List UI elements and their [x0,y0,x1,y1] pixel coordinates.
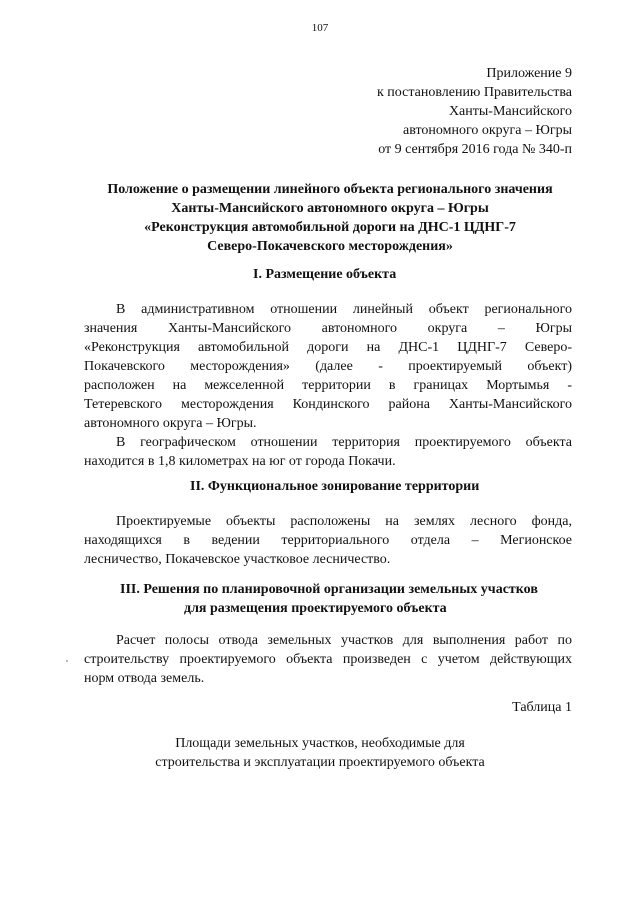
paragraph-line: расположен на межселенной территории в границах Мортымья - [84,378,572,393]
paragraph-line: «Реконструкция автомобильной дороги на ДНС-1 ЦДНГ-7 Северо- [84,340,572,355]
appendix-block [377,64,572,159]
appendix-line: Ханты-Мансийского [448,104,572,119]
paragraph-line: Расчет полосы отвода земельных участков для выполнения работ по [116,633,572,648]
section-2-heading: II. Функциональное зонирование территории [190,479,480,494]
title-line: «Реконструкция автомобильной дороги на ДНС-1 ЦДНГ-7 [144,220,516,235]
appendix-line: от 9 сентября 2016 года № 340-п [378,142,572,157]
paragraph-line: находящихся в ведении территориального отдела – Мегионское [84,533,572,548]
appendix-line: автономного округа – Югры [403,123,572,138]
section-1-heading: I. Размещение объекта [253,267,397,282]
paragraph-line: лесничество, Покачевское участковое лесничество. [84,552,391,567]
caption-line: строительства и эксплуатации проектируемого объекта [155,755,485,770]
page-number: 107 [311,22,329,34]
section-3-heading: III. Решения по планировочной организации земельных участков [120,582,538,597]
title-line: Положение о размещении линейного объекта регионального значения [107,182,553,197]
paragraph-line: Проектируемые объекты расположены на землях лесного фонда, [116,514,572,529]
document-title [80,180,580,256]
caption-line: Площади земельных участков, необходимые для [175,736,465,751]
paragraph-line: строительству проектируемого объекта произведен с учетом действующих [84,652,572,667]
paragraph-line: В административном отношении линейный объект регионального [116,302,572,317]
section-3-heading-cont: для размещения проектируемого объекта [184,601,447,616]
section-3-paragraph [84,631,572,688]
paragraph-line: В географическом отношении территория проектируемого объекта [116,435,572,450]
table-label: Таблица 1 [512,700,572,715]
paragraph-line: Покачевского месторождения» (далее - проектируемый объект) [84,359,572,374]
section-1-paragraph-1 [84,300,572,433]
scan-speck [66,660,68,662]
appendix-line: Приложение 9 [486,66,572,81]
appendix-line: к постановлению Правительства [376,85,572,100]
paragraph-line: норм отвода земель. [84,671,205,686]
section-1-paragraph-2 [84,433,572,471]
paragraph-line: Тетеревского месторождения Кондинского района Ханты-Мансийского [84,397,572,412]
paragraph-line: значения Ханты-Мансийского автономного округа – Югры [84,321,572,336]
paragraph-line: автономного округа – Югры. [84,416,257,431]
paragraph-line: находится в 1,8 километрах на юг от города Покачи. [84,454,396,469]
title-line: Северо-Покачевского месторождения» [207,239,453,254]
table-caption [60,734,580,772]
section-2-paragraph [84,512,572,569]
title-line: Ханты-Мансийского автономного округа – Югры [171,201,489,216]
